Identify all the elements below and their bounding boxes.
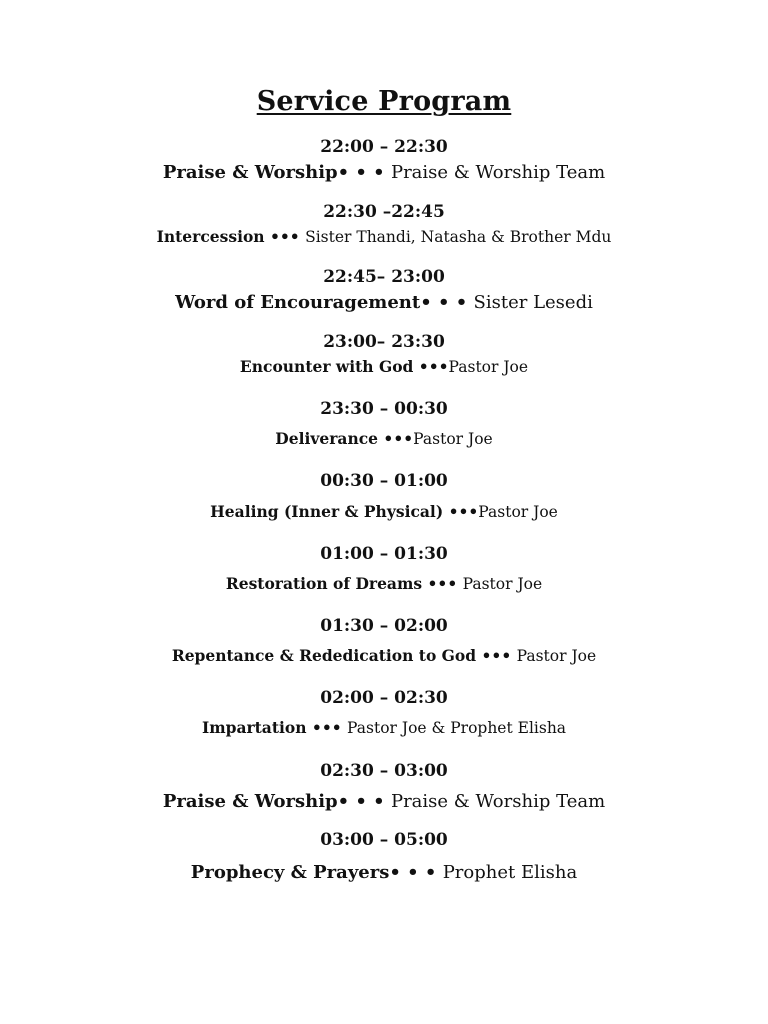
time-slot: 01:00 – 01:30 bbox=[320, 544, 448, 564]
page-title: Service Program bbox=[256, 86, 512, 117]
separator-dots: • • • bbox=[420, 292, 474, 313]
activity-name: Impartation bbox=[201, 718, 312, 737]
separator-dots: • • • bbox=[337, 162, 391, 183]
program-entry bbox=[0, 502, 768, 522]
separator-dots: ••• bbox=[418, 357, 449, 376]
time-slot: 22:00 – 22:30 bbox=[320, 137, 448, 157]
program-entry bbox=[0, 292, 768, 314]
activity-name: Prophecy & Prayers bbox=[190, 862, 390, 883]
time-slot: 03:00 – 05:00 bbox=[320, 830, 448, 850]
separator-dots: ••• bbox=[427, 574, 463, 593]
leader-name: Sister Lesedi bbox=[473, 292, 593, 313]
activity-name: Deliverance bbox=[275, 429, 384, 448]
program-entry bbox=[0, 718, 768, 738]
activity-name: Praise & Worship bbox=[162, 162, 338, 183]
separator-dots: ••• bbox=[481, 646, 517, 665]
activity-name: Healing (Inner & Physical) bbox=[210, 502, 449, 521]
separator-dots: ••• bbox=[383, 429, 414, 448]
program-entry bbox=[0, 227, 768, 247]
time-slot: 23:00– 23:30 bbox=[323, 332, 445, 352]
time-slot: 22:30 –22:45 bbox=[323, 202, 445, 222]
time-slot: 02:30 – 03:00 bbox=[320, 761, 448, 781]
time-slot: 22:45– 23:00 bbox=[323, 267, 445, 287]
program-entry bbox=[0, 357, 768, 377]
activity-name: Restoration of Dreams bbox=[225, 574, 428, 593]
leader-name: Pastor Joe bbox=[462, 575, 543, 593]
program-entry bbox=[0, 791, 768, 813]
leader-name: Pastor Joe bbox=[448, 358, 529, 376]
activity-name: Intercession bbox=[156, 227, 270, 246]
separator-dots: ••• bbox=[448, 502, 479, 521]
separator-dots: ••• bbox=[311, 718, 348, 737]
program-entry bbox=[0, 574, 768, 594]
leader-name: Pastor Joe bbox=[413, 430, 493, 448]
program-entry bbox=[0, 862, 768, 884]
time-slot: 00:30 – 01:00 bbox=[320, 471, 448, 491]
activity-name: Repentance & Rededication to God bbox=[171, 646, 482, 665]
time-slot: 23:30 – 00:30 bbox=[320, 399, 448, 419]
time-slot: 01:30 – 02:00 bbox=[320, 616, 448, 636]
activity-name: Praise & Worship bbox=[162, 791, 338, 812]
time-slot: 02:00 – 02:30 bbox=[320, 688, 448, 708]
separator-dots: • • • bbox=[337, 791, 391, 812]
activity-name: Word of Encouragement bbox=[175, 292, 421, 313]
program-entry bbox=[0, 429, 768, 449]
program-entry bbox=[0, 162, 768, 184]
separator-dots: ••• bbox=[269, 227, 306, 246]
leader-name: Pastor Joe bbox=[516, 647, 597, 665]
activity-name: Encounter with God bbox=[239, 357, 419, 376]
leader-name: Sister Thandi, Natasha & Brother Mdu bbox=[305, 228, 612, 246]
leader-name: Praise & Worship Team bbox=[390, 791, 606, 812]
leader-name: Pastor Joe bbox=[478, 503, 558, 521]
leader-name: Praise & Worship Team bbox=[390, 162, 606, 183]
program-entry bbox=[0, 646, 768, 666]
leader-name: Pastor Joe & Prophet Elisha bbox=[347, 719, 567, 737]
leader-name: Prophet Elisha bbox=[442, 862, 578, 883]
separator-dots: • • • bbox=[389, 862, 443, 883]
